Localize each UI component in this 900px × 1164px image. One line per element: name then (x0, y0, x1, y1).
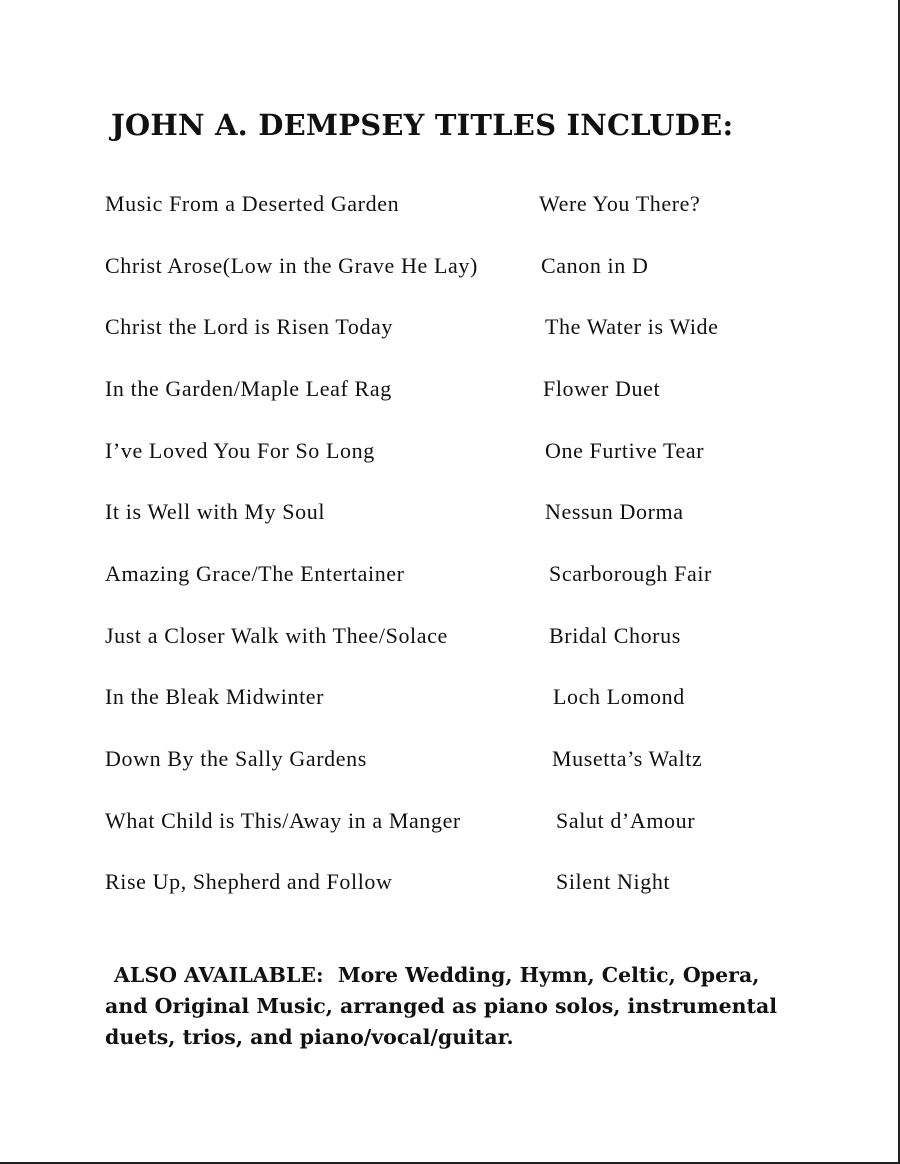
title-item: In the Bleak Midwinter (105, 684, 325, 709)
also-available-label: ALSO AVAILABLE: (114, 963, 324, 987)
title-item: The Water is Wide (545, 314, 719, 339)
title-item: Bridal Chorus (549, 623, 681, 648)
title-item: Flower Duet (543, 376, 661, 401)
title-item: Silent Night (556, 869, 671, 894)
title-item: Musetta’s Waltz (552, 746, 703, 771)
title-item: Christ Arose(Low in the Grave He Lay) (105, 253, 478, 278)
title-item: Just a Closer Walk with Thee/Solace (105, 623, 448, 648)
title-item: Loch Lomond (553, 684, 685, 709)
title-item: I’ve Loved You For So Long (105, 438, 375, 463)
title-item: Amazing Grace/The Entertainer (105, 561, 405, 586)
title-item: In the Garden/Maple Leaf Rag (105, 376, 392, 401)
title-item: Music From a Deserted Garden (105, 191, 400, 216)
title-item: Christ the Lord is Risen Today (105, 314, 393, 339)
title-item: Canon in D (541, 253, 649, 278)
page-heading: JOHN A. DEMPSEY TITLES INCLUDE: (111, 108, 734, 142)
title-item: Nessun Dorma (545, 499, 684, 524)
title-item: Scarborough Fair (549, 561, 712, 586)
title-item: Salut d’Amour (556, 808, 696, 833)
title-item: Were You There? (539, 191, 701, 216)
title-item: One Furtive Tear (545, 438, 705, 463)
also-available-text: More Wedding, Hymn, Celtic, Opera, and Original Music, arranged as piano solos, instrumental duets, trios, and piano/vocal/guitar. (105, 963, 778, 1049)
title-item: Down By the Sally Gardens (105, 746, 367, 771)
title-item: It is Well with My Soul (105, 499, 326, 524)
title-item: What Child is This/Away in a Manger (105, 808, 461, 833)
also-available-note (105, 960, 805, 1053)
title-item: Rise Up, Shepherd and Follow (105, 869, 393, 894)
